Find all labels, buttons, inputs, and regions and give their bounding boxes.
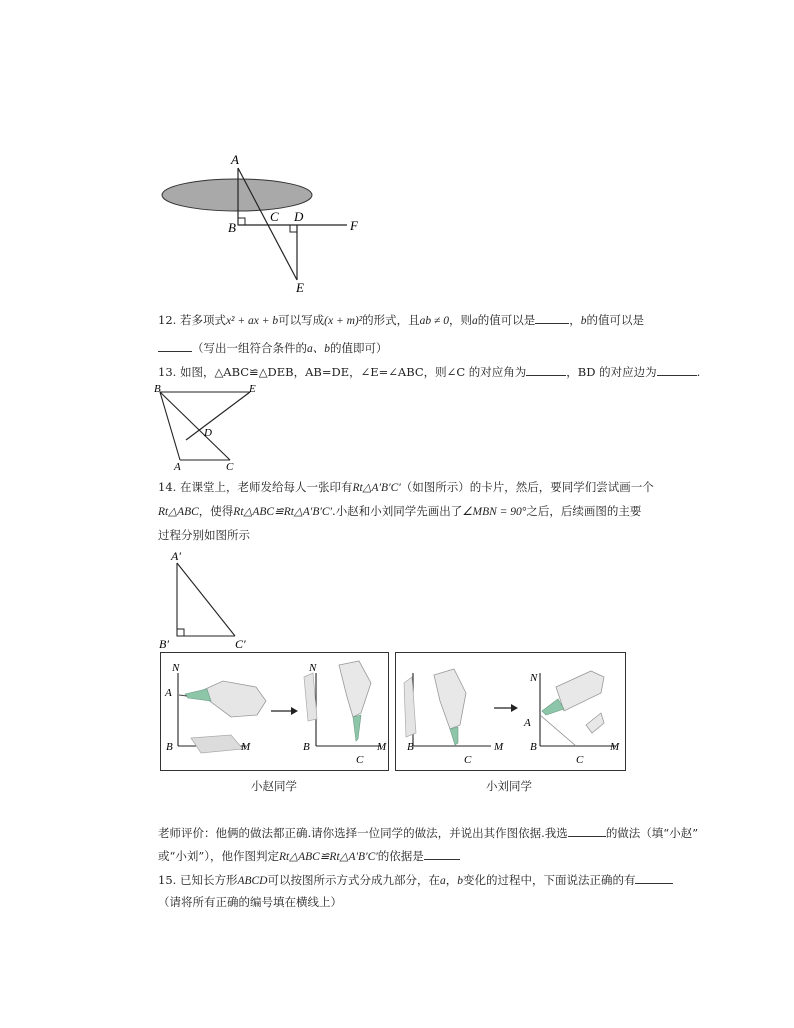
- label-D: D: [204, 427, 212, 439]
- label-A: A: [165, 687, 172, 699]
- figure-q14-triangle: [155, 548, 265, 653]
- label-C: C: [226, 461, 234, 473]
- label-A: A: [524, 717, 531, 729]
- question-14-line2: Rt△ABC，使得Rt△ABC≌Rt△A′B′C′.小赵和小刘同学先画出了∠MBN = 90°之后，后续画图的主要: [158, 504, 642, 518]
- answer-blank[interactable]: [158, 339, 192, 352]
- question-13: 13. 如图，△ABC≌△DEB，AB=DE，∠E=∠ABC，则∠C 的对应角为 ，BD 的对应边为 .: [158, 365, 701, 379]
- label-M: M: [241, 741, 251, 753]
- label-M: M: [610, 741, 620, 753]
- label-B: B: [530, 741, 537, 753]
- label-B: B: [166, 741, 173, 753]
- label-N: N: [309, 662, 317, 674]
- teacher-comment-line1: 老师评价：他俩的做法都正确.请你选择一位同学的做法，并说出其作图依据.我选 的做法（填“小赵”: [158, 826, 699, 840]
- question-12-line1: 12. 若多项式x² + ax + b可以写成(x + m)²的形式，且ab ≠ 0，则a的值可以是 ，b的值可以是: [158, 313, 644, 327]
- question-15-line1: 15. 已知长方形ABCD可以按图所示方式分成九部分，在a，b变化的过程中，下面说法正确的有: [158, 871, 673, 889]
- answer-blank[interactable]: [535, 311, 569, 324]
- label-C: C: [270, 209, 279, 224]
- label-N: N: [530, 672, 538, 684]
- teacher-comment-line2: 或“小刘”），他作图判定Rt△ABC≌Rt△A′B′C′的依据是: [158, 847, 460, 865]
- figure-q11: [150, 150, 380, 295]
- answer-blank[interactable]: [424, 847, 460, 860]
- label-M: M: [377, 741, 387, 753]
- answer-blank[interactable]: [635, 871, 673, 884]
- label-C: C: [464, 754, 472, 766]
- label-F: F: [350, 218, 358, 233]
- answer-blank[interactable]: [526, 363, 566, 376]
- label-B: B: [407, 741, 414, 753]
- answer-blank[interactable]: [657, 363, 697, 376]
- label-A: A: [174, 461, 181, 473]
- question-14-line1: 14. 在课堂上，老师发给每人一张印有Rt△A′B′C′（如图所示）的卡片，然后，要同学们尝试画一个: [158, 480, 654, 494]
- panel-xiaozhao: [160, 652, 389, 771]
- label-M: M: [494, 741, 504, 753]
- caption-xiaozhao: 小赵同学: [251, 779, 297, 793]
- question-15-line2: （请将所有正确的编号填在横线上）: [158, 895, 342, 909]
- caption-xiaoliu: 小刘同学: [486, 779, 532, 793]
- label-D: D: [294, 209, 304, 224]
- label-N: N: [172, 662, 180, 674]
- label-B: B: [154, 383, 161, 395]
- label-A: A: [231, 152, 239, 167]
- answer-blank[interactable]: [568, 824, 606, 837]
- ellipse-shape: [162, 179, 312, 211]
- panel-xiaoliu: [395, 652, 626, 771]
- label-C: C: [356, 754, 364, 766]
- label-C: C: [576, 754, 584, 766]
- label-A-prime: A′: [171, 549, 181, 563]
- question-12-line2: （写出一组符合条件的a、b的值即可）: [158, 339, 388, 357]
- label-B-prime: B′: [159, 637, 169, 651]
- figure-q13: [150, 380, 270, 475]
- label-B: B: [303, 741, 310, 753]
- label-C-prime: C′: [235, 637, 246, 651]
- label-E: E: [296, 280, 304, 295]
- label-E: E: [249, 383, 256, 395]
- question-14-line3: 过程分别如图所示: [158, 528, 250, 542]
- label-B: B: [228, 220, 236, 235]
